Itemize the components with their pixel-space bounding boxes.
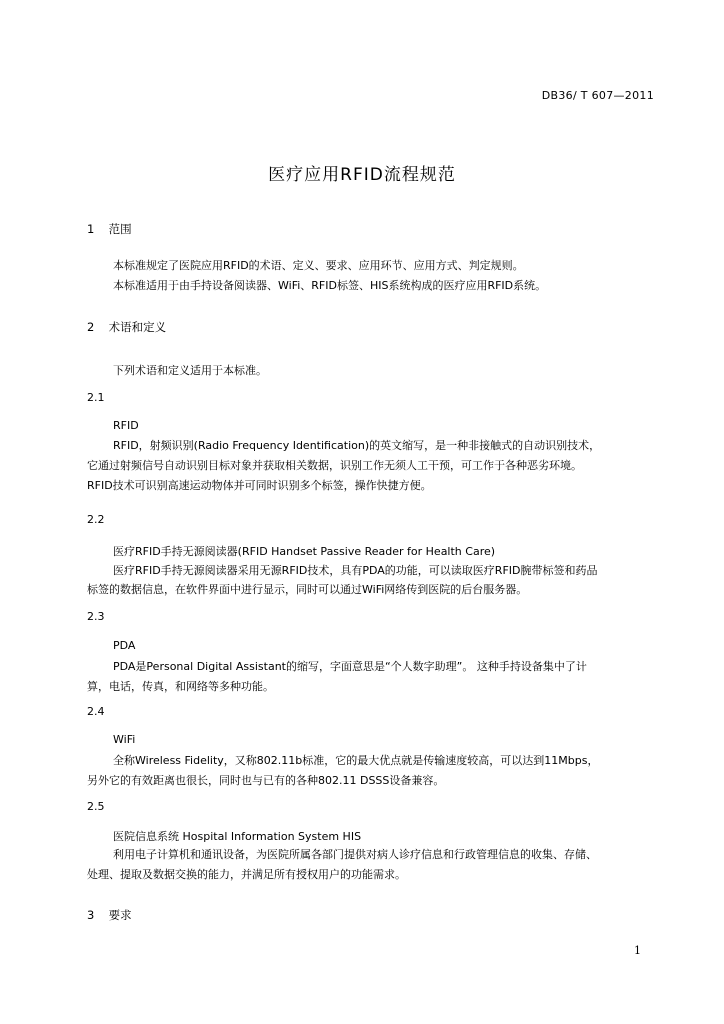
definition-line: 它通过射频信号自动识别目标对象并获取相关数据，识别工作无须人工干预，可工作于各种恶劣环境。 <box>87 459 582 472</box>
definition-line: 另外它的有效距离也很长，同时也与已有的各种802.11 DSSS设备兼容。 <box>87 774 445 787</box>
definition-line: RFID技术可识别高速运动物体并可同时识别多个标签，操作快捷方便。 <box>87 479 432 492</box>
section-title: 要求 <box>108 908 132 922</box>
paragraph: 本标准规定了医院应用RFID的术语、定义、要求、应用环节、应用方式、判定规则。 <box>113 259 524 272</box>
definition-line: 医疗RFID手持无源阅读器采用无源RFID技术，具有PDA的功能，可以读取医疗RFID腕带标签和药品 <box>113 564 598 577</box>
section-number: 1 <box>87 222 95 236</box>
term-title: RFID <box>113 419 139 432</box>
definition-line: 利用电子计算机和通讯设备，为医院所属各部门提供对病人诊疗信息和行政管理信息的收集、存储、 <box>113 848 597 861</box>
term-title: 医院信息系统 Hospital Information System HIS <box>113 830 362 843</box>
standard-number: DB36/ T 607—2011 <box>541 89 654 102</box>
term-title: WiFi <box>113 733 136 746</box>
document-title: 医疗应用RFID流程规范 <box>268 165 456 185</box>
definition-line: 处理、提取及数据交换的能力，并满足所有授权用户的功能需求。 <box>87 868 406 881</box>
section-2-heading <box>87 319 166 335</box>
subsection-number: 2.5 <box>87 800 105 813</box>
definition-line: 标签的数据信息，在软件界面中进行显示，同时可以通过WiFi网络传到医院的后台服务器。 <box>87 583 528 596</box>
term-title: PDA <box>113 639 136 652</box>
section-3-heading <box>87 907 132 923</box>
section-number: 2 <box>87 320 95 334</box>
definition-line: 算，电话，传真，和网络等多种功能。 <box>87 680 274 693</box>
section-number: 3 <box>87 908 95 922</box>
subsection-number: 2.2 <box>87 513 105 526</box>
section-title: 术语和定义 <box>108 320 167 334</box>
definition-line: 全称Wireless Fidelity，又称802.11b标准，它的最大优点就是传输速度较高，可以达到11Mbps， <box>113 754 599 767</box>
subsection-number: 2.1 <box>87 391 105 404</box>
term-title: 医疗RFID手持无源阅读器(RFID Handset Passive Reader for Health Care) <box>113 545 496 558</box>
paragraph: 本标准适用于由手持设备阅读器、WiFi、RFID标签、HIS系统构成的医疗应用RFID系统。 <box>113 279 547 292</box>
paragraph: 下列术语和定义适用于本标准。 <box>113 364 267 377</box>
section-title: 范围 <box>108 222 132 236</box>
subsection-number: 2.3 <box>87 610 105 623</box>
subsection-number: 2.4 <box>87 705 105 718</box>
page-number: 1 <box>634 944 641 957</box>
section-1-heading <box>87 221 132 237</box>
definition-line: PDA是Personal Digital Assistant的缩写，字面意思是“个人数字助理”。 这种手持设备集中了计 <box>113 660 587 673</box>
definition-line: RFID，射频识别(Radio Frequency Identification)的英文缩写，是一种非接触式的自动识别技术， <box>113 439 601 452</box>
